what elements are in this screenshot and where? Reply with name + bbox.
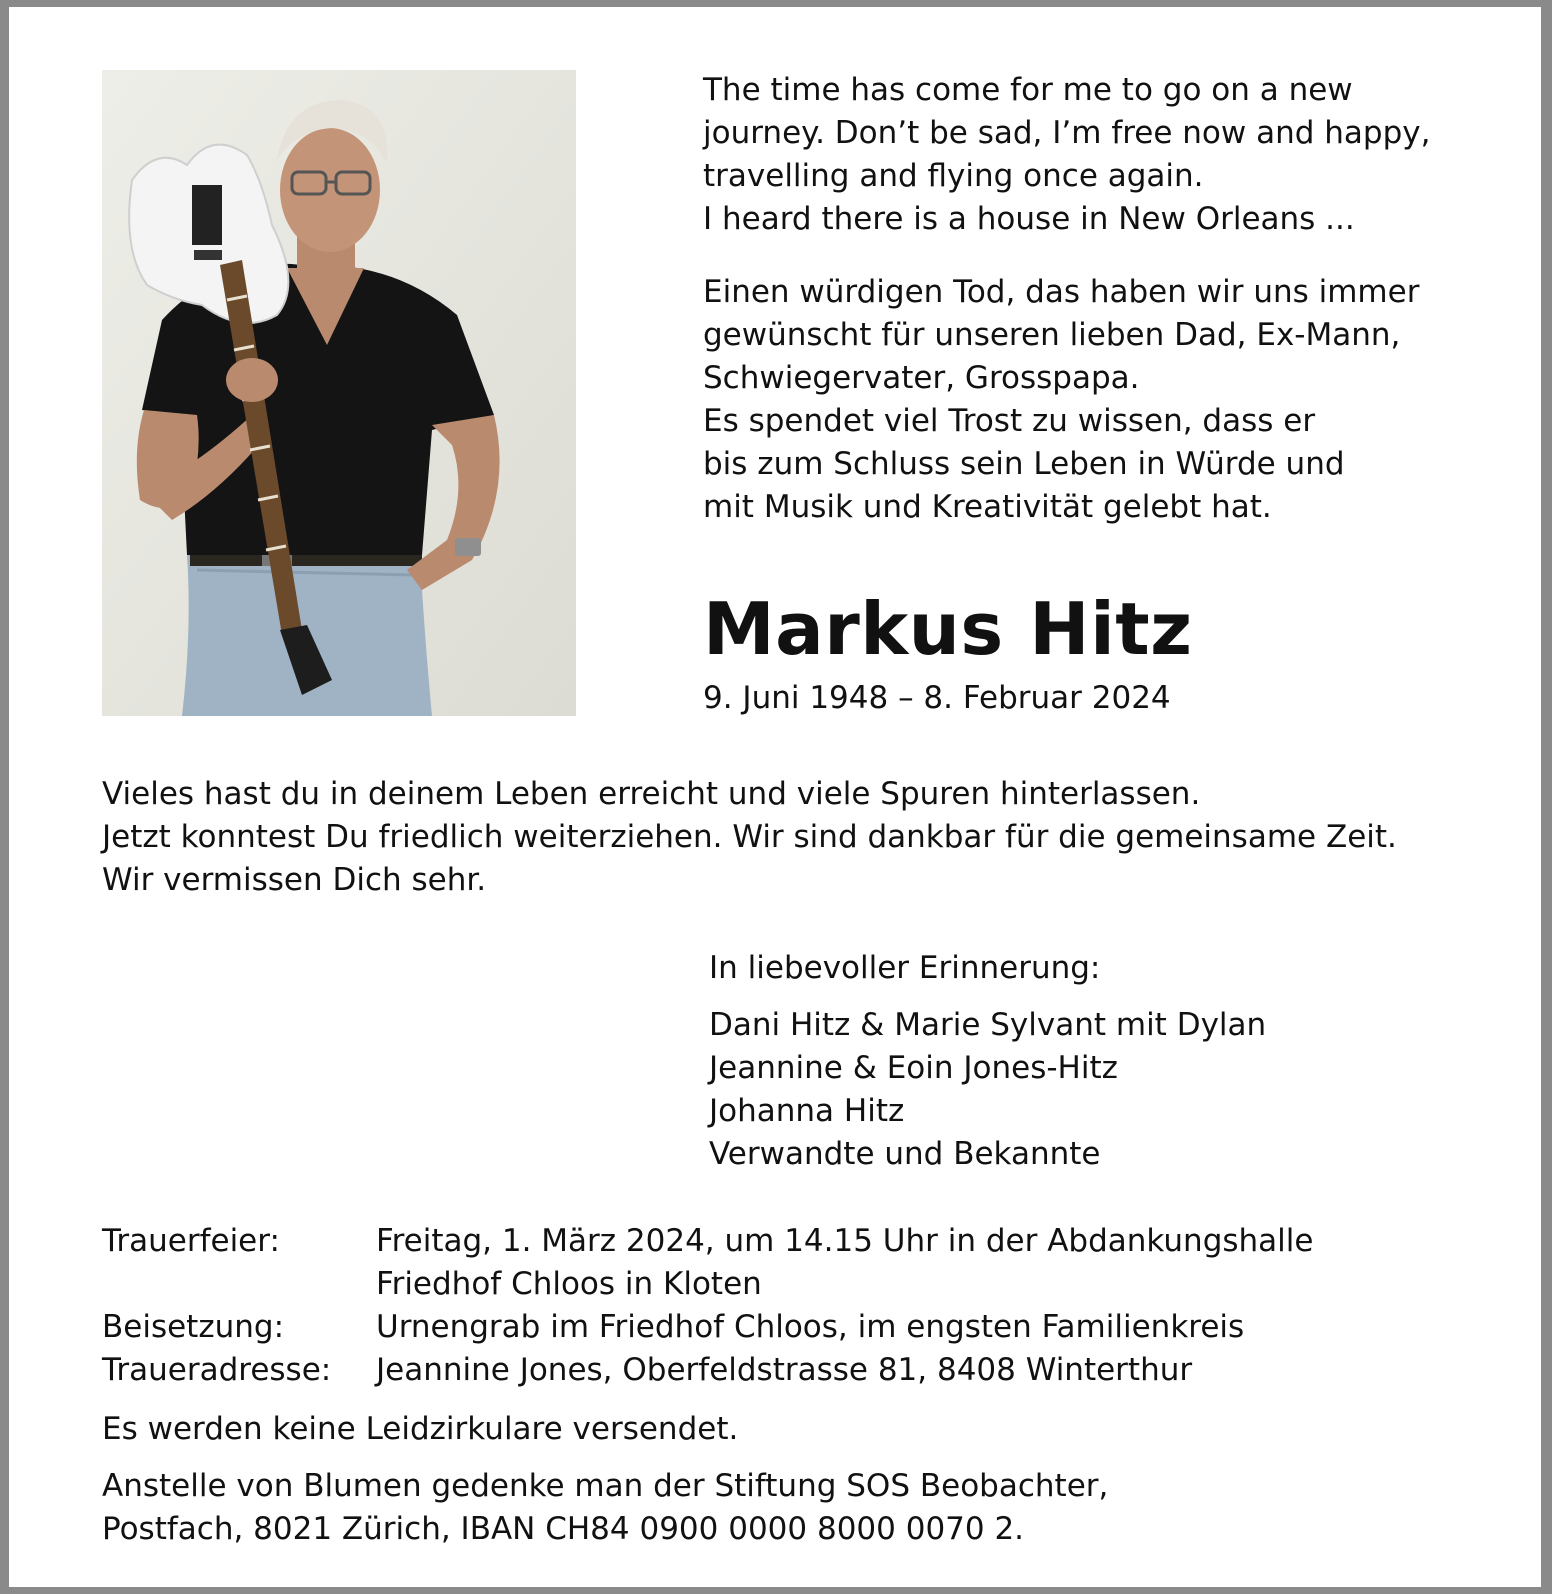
deceased-name: Markus Hitz [703,587,1193,671]
family-member: Dani Hitz & Marie Sylvant mit Dylan [709,1007,1267,1043]
family-member: Verwandte und Bekannte [709,1136,1101,1172]
funeral-row [102,1220,1313,1263]
memory-heading: In liebevoller Erinnerung: [709,950,1101,986]
message-line: Vieles hast du in deinem Leben erreicht und viele Spuren hinterlassen. [102,776,1201,812]
burial-value: Urnengrab im Friedhof Chloos, im engsten Familienkreis [376,1309,1245,1345]
circulars-note: Es werden keine Leidzirkulare versendet. [102,1411,739,1447]
burial-row [102,1306,1313,1349]
family-member: Johanna Hitz [709,1093,905,1129]
address-value: Jeannine Jones, Oberfeldstrasse 81, 8408 Winterthur [376,1352,1193,1388]
donation-line: Anstelle von Blumen gedenke man der Stiftung SOS Beobachter, [102,1468,1109,1504]
poem-de-line: Schwiegervater, Grosspapa. [703,360,1140,396]
funeral-value: Freitag, 1. März 2024, um 14.15 Uhr in der Abdankungshalle [376,1223,1314,1259]
address-label: Traueradresse: [102,1352,332,1388]
english-poem [703,69,1431,241]
donation-note [102,1465,1108,1551]
poem-de-line: mit Musik und Kreativität gelebt hat. [703,489,1272,525]
funeral-row-continued [102,1263,1313,1306]
funeral-location: Friedhof Chloos in Kloten [376,1266,762,1302]
german-poem [703,271,1419,529]
family-list [709,1004,1266,1176]
ceremony-details [102,1220,1313,1392]
poem-de-line: gewünscht für unseren lieben Dad, Ex-Mann, [703,317,1401,353]
poem-de-line: Es spendet viel Trost zu wissen, dass er [703,403,1316,439]
life-dates: 9. Juni 1948 – 8. Februar 2024 [703,680,1171,716]
farewell-message [102,773,1397,902]
family-member: Jeannine & Eoin Jones-Hitz [709,1050,1118,1086]
poem-en-line: journey. Don’t be sad, I’m free now and happy, [703,115,1431,151]
poem-en-line: travelling and flying once again. [703,158,1204,194]
poem-en-line: The time has come for me to go on a new [703,72,1353,108]
address-row [102,1349,1313,1392]
poem-de-line: Einen würdigen Tod, das haben wir uns immer [703,274,1420,310]
message-line: Wir vermissen Dich sehr. [102,862,487,898]
poem-en-line: I heard there is a house in New Orleans ... [703,201,1355,237]
poem-de-line: bis zum Schluss sein Leben in Würde und [703,446,1345,482]
message-line: Jetzt konntest Du friedlich weiterziehen. Wir sind dankbar für die gemeinsame Zeit. [102,819,1397,855]
funeral-label: Trauerfeier: [102,1223,280,1259]
burial-label: Beisetzung: [102,1309,285,1345]
spacer [102,1263,376,1306]
man-with-guitar-icon [102,70,576,716]
portrait-photo [102,70,576,716]
donation-line: Postfach, 8021 Zürich, IBAN CH84 0900 0000 8000 0070 2. [102,1511,1025,1547]
